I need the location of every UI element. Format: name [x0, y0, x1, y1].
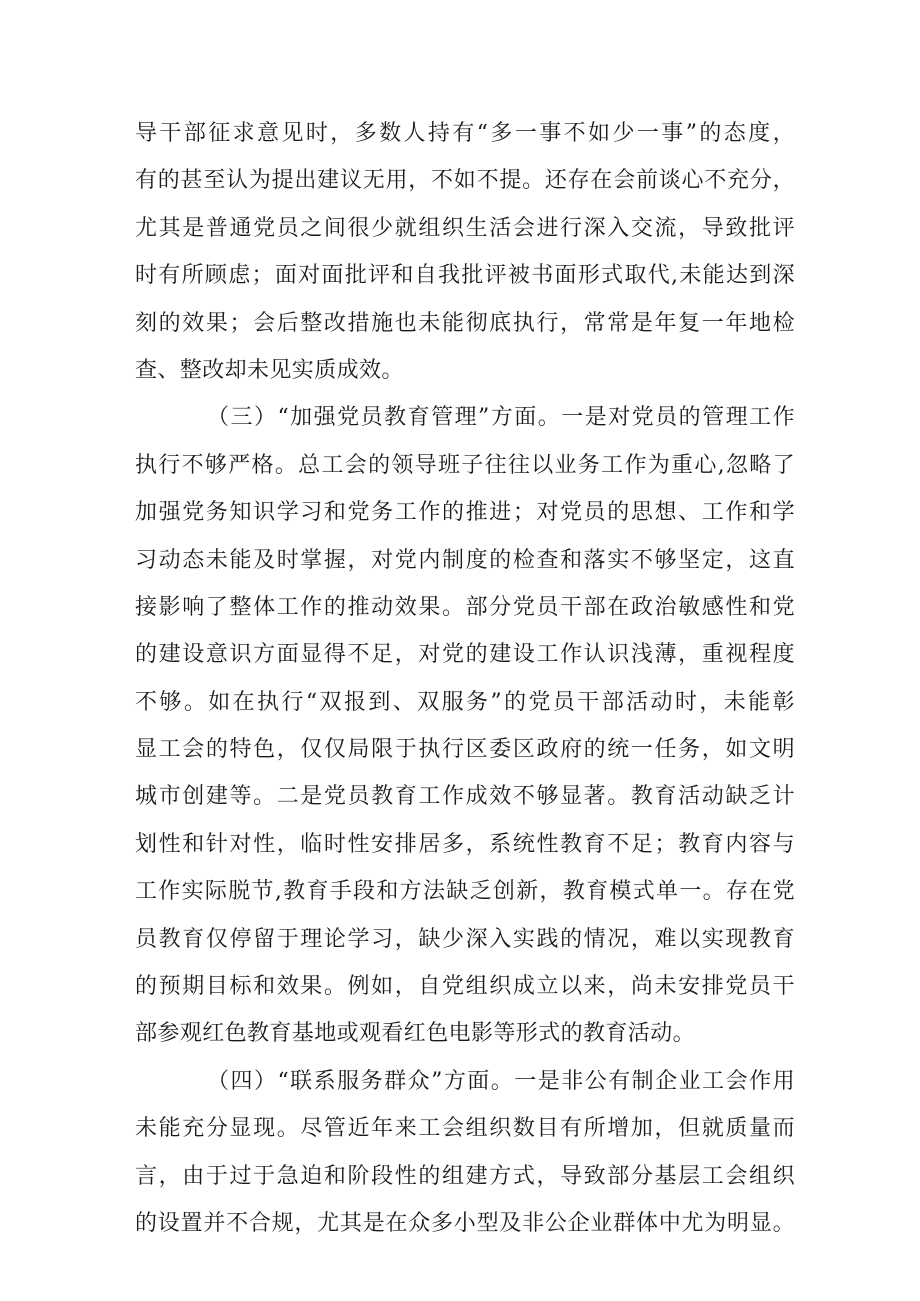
text-line: 刻的效果；会后整改措施也未能彻底执行，常常是年复一年地检	[135, 310, 795, 336]
text-line: 划性和针对性，临时性安排居多，系统性教育不足；教育内容与	[135, 831, 795, 857]
paragraph-3	[135, 1058, 795, 1248]
text-line: （三）“加强党员教育管理”方面。一是对党员的管理工作	[207, 405, 795, 431]
paragraph-1	[135, 110, 795, 394]
text-line: 员教育仅停留于理论学习，缺少深入实践的情况，难以实现教育	[135, 926, 795, 952]
paragraph-2	[135, 394, 795, 1057]
text-line: 时有所顾虑；面对面批评和自我批评被书面形式取代,未能达到深	[135, 263, 795, 289]
text-line: 习动态未能及时掌握，对党内制度的检查和落实不够坚定，这直	[135, 547, 795, 573]
text-line: 有的甚至认为提出建议无用，不如不提。还存在会前谈心不充分，	[135, 168, 795, 194]
document-page	[135, 110, 795, 1247]
text-line: 导干部征求意见时，多数人持有“多一事不如少一事”的态度，	[135, 121, 795, 146]
text-line: 显工会的特色，仅仅局限于执行区委区政府的统一任务，如文明	[135, 737, 795, 763]
text-line: 接影响了整体工作的推动效果。部分党员干部在政治敏感性和党	[135, 594, 795, 620]
text-line: 加强党务知识学习和党务工作的推进；对党员的思想、工作和学	[135, 500, 795, 526]
text-line: 执行不够严格。总工会的领导班子往往以业务工作为重心,忽略了	[135, 452, 795, 478]
text-line: 尤其是普通党员之间很少就组织生活会进行深入交流，导致批评	[135, 215, 795, 241]
text-line: 言，由于过于急迫和阶段性的组建方式，导致部分基层工会组织	[135, 1163, 795, 1189]
text-line: 不够。如在执行“双报到、双服务”的党员干部活动时，未能彰	[135, 689, 795, 715]
text-line: 未能充分显现。尽管近年来工会组织数目有所增加，但就质量而	[135, 1116, 795, 1142]
text-line: 城市创建等。二是党员教育工作成效不够显著。教育活动缺乏计	[135, 784, 795, 810]
text-line: 部参观红色教育基地或观看红色电影等形式的教育活动。	[135, 1021, 696, 1047]
text-line: 工作实际脱节,教育手段和方法缺乏创新，教育模式单一。存在党	[135, 879, 795, 905]
text-line: 查、整改却未见实质成效。	[135, 357, 404, 383]
text-line: 的建设意识方面显得不足，对党的建设工作认识浅薄，重视程度	[135, 642, 795, 668]
text-line: 的设置并不合规，尤其是在众多小型及非公企业群体中尤为明显。	[135, 1210, 795, 1236]
text-line: （四）“联系服务群众”方面。一是非公有制企业工会作用	[207, 1068, 795, 1094]
text-line: 的预期目标和效果。例如，自党组织成立以来，尚未安排党员干	[135, 974, 795, 1000]
